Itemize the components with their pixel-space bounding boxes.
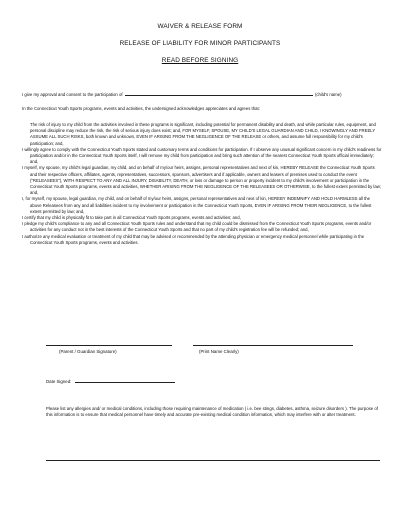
form-subtitle: RELEASE OF LIABILITY FOR MINOR PARTICIPANTS — [119, 40, 281, 47]
date-signed-label: Date Signed: — [46, 379, 72, 384]
clause-comply: I willingly agree to comply with the Connecticut Youth Sports stated and customary terms and conditions for participation. If I observe any unusual significant concern in my child's readiness for participation and/or in the Connecticut Youth Sports itself, I will remove my child from participation and bring such attention of the nearest Connecticut Youth Sports official immediately; and, — [22, 146, 382, 165]
parent-signature-label: (Parent / Guardian Signature) — [59, 349, 117, 354]
date-signed-row — [46, 378, 175, 384]
intro-text: In the Connecticut Youth Sports programs, events and activities, the undersigned acknowledges appreciates and agrees that: — [22, 106, 260, 111]
clause-medical: I authorize any medical evaluation or treatment of my child that may be advised or recommended by the attending physician or emergency medical personnel while participating in the Connecticut Youth Sports programs, events and activities. — [22, 233, 365, 245]
clause-list — [22, 122, 382, 246]
clause-rules: I pledge my child's compliance to any and all Connecticut Youth Sports rules and understand that my child could be dismissed from the Connecticut Youth Sports programs, events and/or activities for any conduct not in the best interests of the Connecticut Youth Sports and that no part of my child's registration fee will be refunded; and, — [22, 221, 372, 233]
clause-indemnify: I, for myself, my spouse, legal guardian, my child, and on behalf of my/our heirs, assigns, personal representatives and next of kin, HEREBY INDEMNIFY AND HOLD HARMLESS all the above Releasees from any and all liabilities incident to my involvement or participation in the Connecticut Youth Sports, EVEN IF ARISING FROM THEIR NEGLIGENCE, to the fullest extent permitted by law; and, — [22, 196, 372, 214]
print-name-field[interactable] — [193, 345, 353, 346]
consent-prefix: I give my approval and consent to the participation of — [22, 92, 123, 97]
read-before-signing-notice: READ BEFORE SIGNING — [161, 57, 239, 64]
clause-release: I myself, my spouse, my child's legal guardian, my child, and on behalf of my/our heirs, assigns, personal representatives and next of kin, HEREBY RELEASE the Connecticut Youth Sports and their respective officers, affiliates, agents, representatives, successors, sponsors, advertisers and if applicable, owners and leasers of premises used to conduct the event ("RELEASEES"), WITH RESPECT TO ANY AND ALL INJURY, DISABILITY, DEATH, or loss or damage to person or property incident to my child's involvement or participation in the Connecticut Youth Sports programs, events and activities, WHETHER ARISING FROM THE NEGLIGENCE OF THE RELEASEES OR OTHERWISE, to the fullest extent permitted by law; and, — [22, 165, 381, 196]
child-name-label: (child's name) — [314, 92, 342, 97]
clause-risk: The risk of injury to my child from the activities involved in these programs is significant, including potential for permanent disability and death, and while particular rules, equipment, and personal discipline may reduce the risk, the risk of serious injury does exist; and, FOR MYSELF, SPOUSE, MY CHILD'S LEGAL GUARDIAN AND CHILD, I KNOWINGLY AND FREELY ASSUME ALL SUCH RISKS, both known and unknown, EVEN IF ARISING FROM THE NEGLIGENCE OF THE RELEASE or others, and assume full responsibility for my child's participation; and, — [30, 122, 376, 146]
consent-line — [22, 91, 378, 98]
form-title: WAIVER & RELEASE FORM — [157, 23, 243, 30]
allergy-instructions: Please list any allergies and/ or medical conditions, including those requiring maintenance of medication ( i.e. bee stings, diabetes, asthma, seizure disorders ). The purpose of this information is to ensure that medical personnel have timely and accurate pre-existing medical condition information, which may interfere with or alter treatment. — [46, 406, 378, 418]
parent-signature-field[interactable] — [46, 345, 172, 346]
allergy-answer-field[interactable] — [46, 460, 380, 461]
print-name-label: (Print Name Clearly) — [199, 349, 239, 354]
child-name-field[interactable] — [125, 91, 313, 96]
clause-fitness: I certify that my child is physically fit to take part in all Connecticut Youth Sports programs, events and activities; and, — [22, 215, 241, 221]
date-signed-field[interactable] — [75, 378, 175, 383]
